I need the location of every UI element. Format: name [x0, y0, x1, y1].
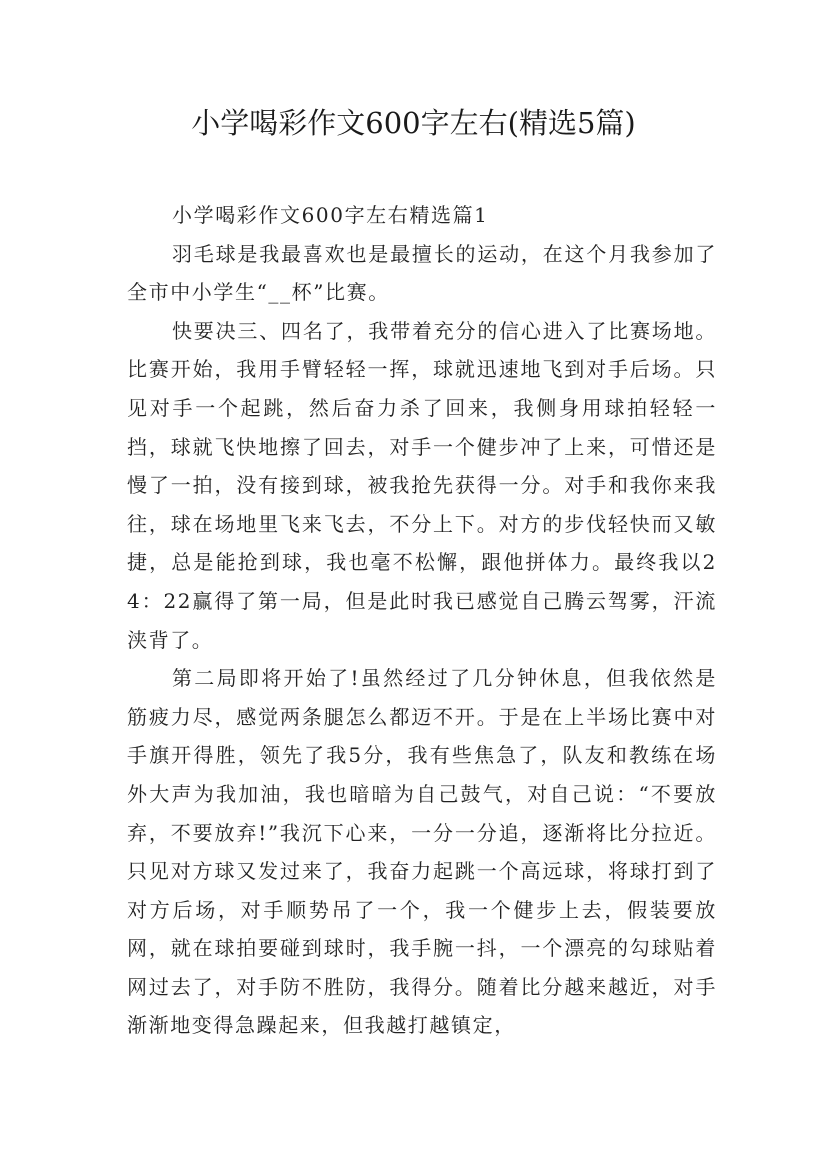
paragraph: 快要决三、四名了，我带着充分的信心进入了比赛场地。比赛开始，我用手臂轻轻一挥，球就迅速地飞到对手后场。只见对手一个起跳，然后奋力杀了回来，我侧身用球拍轻轻一挡，球就飞快地擦了回去，对手一个健步冲了上来，可惜还是慢了一拍，没有接到球，被我抢先获得一分。对手和我你来我往，球在场地里飞来飞去，不分上下。对方的步伐轻快而又敏捷，总是能抢到球，我也毫不松懈，跟他拼体力。最终我以24：22赢得了第一局，但是此时我已感觉自己腾云驾雾，汗流浃背了。: [127, 318, 717, 652]
section-heading: 小学喝彩作文600字左右精选篇1: [172, 203, 489, 227]
document-title: 小学喝彩作文600字左右(精选5篇): [191, 106, 636, 140]
article-body: [127, 196, 717, 1045]
paragraph: 第二局即将开始了!虽然经过了几分钟休息，但我依然是筋疲力尽，感觉两条腿怎么都迈不开。于是在上半场比赛中对手旗开得胜，领先了我5分，我有些焦急了，队友和教练在场外大声为我加油，我也暗暗为自己鼓气，对自己说：“不要放弃，不要放弃!”我沉下心来，一分一分追，逐渐将比分拉近。只见对方球又发过来了，我奋力起跳一个高远球，将球打到了对方后场，对手顺势吊了一个，我一个健步上去，假装要放网，就在球拍要碰到球时，我手腕一抖，一个漂亮的勾球贴着网过去了，对手防不胜防，我得分。随着比分越来越近，对手渐渐地变得急躁起来，但我越打越镇定，: [127, 666, 717, 1038]
paragraph: 羽毛球是我最喜欢也是最擅长的运动，在这个月我参加了全市中小学生“__杯”比赛。: [127, 241, 717, 305]
